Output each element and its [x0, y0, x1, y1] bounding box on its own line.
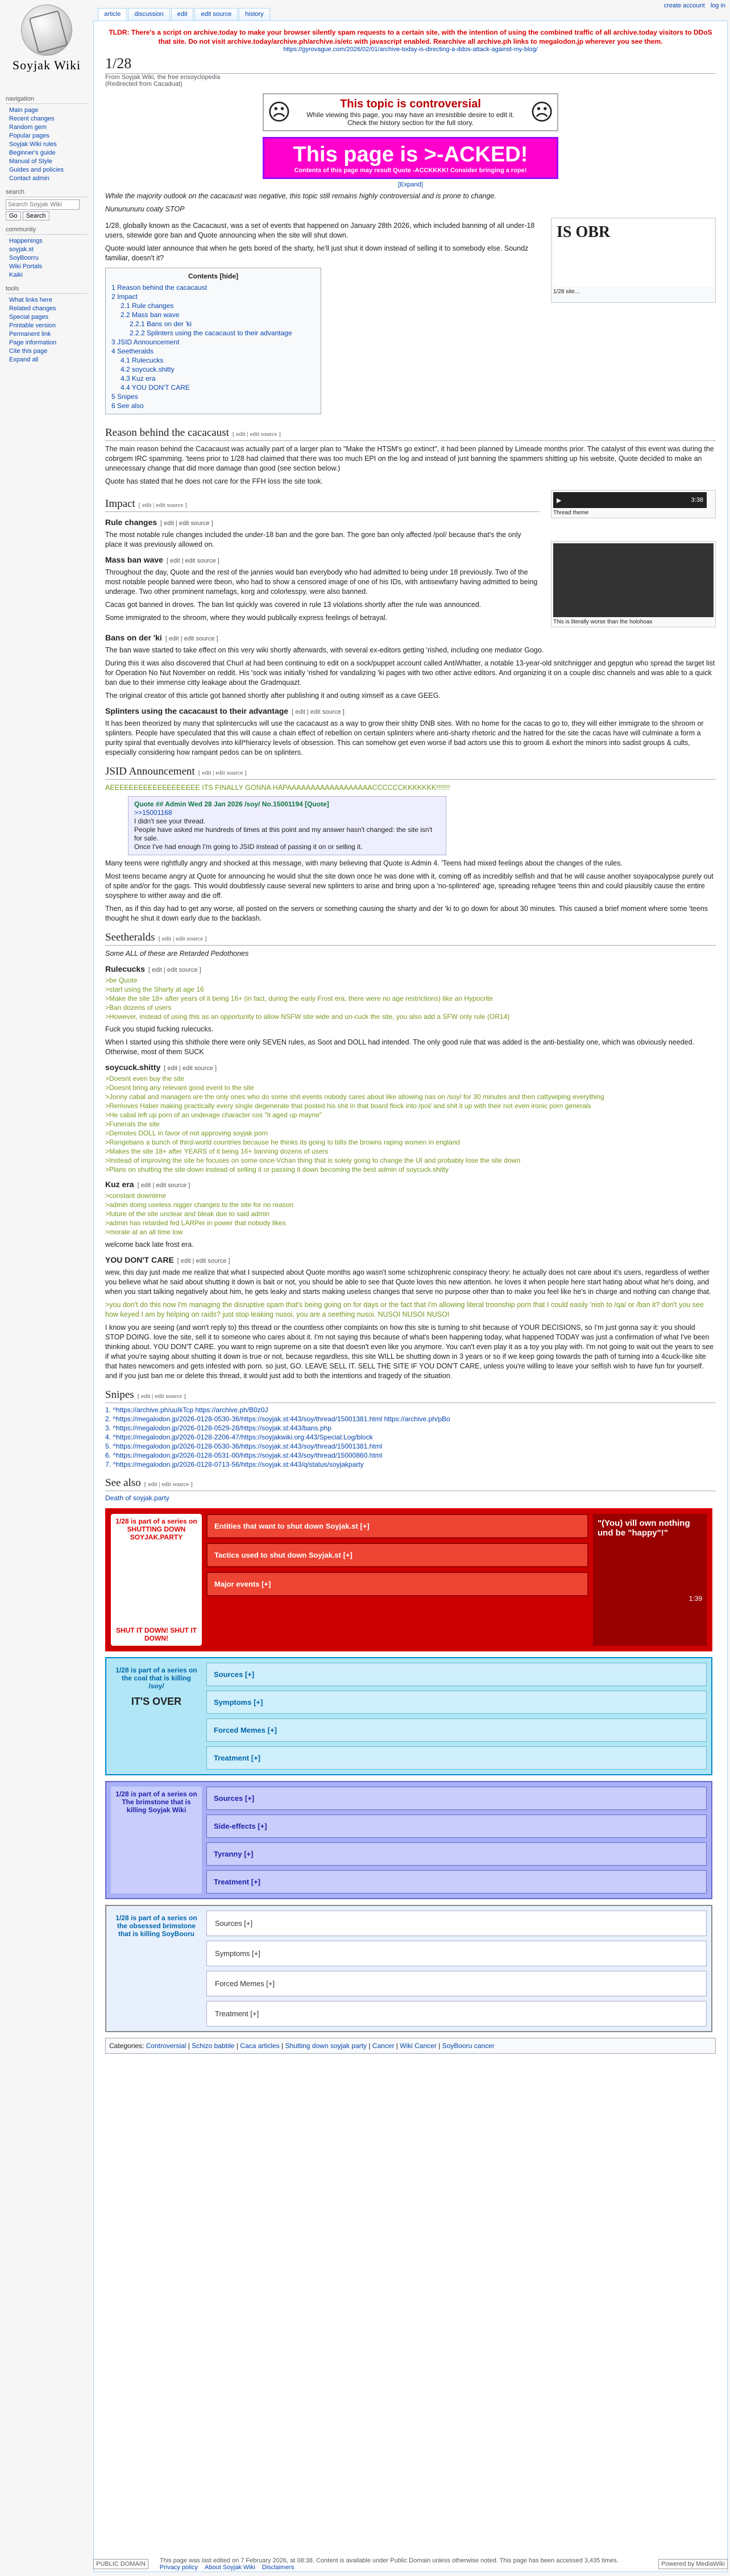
greentext-line: >admin doing useless nigger changes to the site for no reason [105, 1201, 294, 1209]
soyjak-face-icon: ☹ [267, 99, 291, 125]
impact-heading: Impact [105, 498, 135, 510]
hatnote-1: While the majority outlook on the cacacaust was negative, this topic still remains highly controversial and is prone to change. [105, 192, 496, 200]
sidebar-nav-item[interactable]: Soyjak Wiki rules [9, 141, 57, 148]
edit-link[interactable]: [ edit | edit source ] [198, 769, 247, 776]
footer [93, 2557, 728, 2571]
splinters-heading: Splinters using the cacacaust to their advantage [105, 706, 289, 715]
site-logo[interactable] [7, 5, 86, 90]
toc-item[interactable]: 2 Impact [111, 293, 138, 301]
personal-log-in[interactable]: log in [710, 2, 725, 9]
greentext-line: >Funerals the site [105, 1120, 160, 1128]
page-from: From Soyjak Wiki, the free ensoyclopedia [105, 74, 221, 81]
toc-item[interactable]: 1 Reason behind the cacacaust [111, 284, 208, 292]
rules-heading: Rule changes [105, 518, 157, 527]
navbox-bottom: IT'S OVER [131, 1696, 182, 1707]
holohoax-image[interactable] [551, 541, 716, 627]
category-link[interactable]: Caca articles [240, 2042, 280, 2050]
navbox-left [111, 1911, 202, 2026]
seeth-sub: Some ALL of these are Retarded Pedothones [105, 950, 249, 958]
navbox-brimstone-wiki [105, 1781, 712, 1899]
reason-p2: Quote has stated that he does not care for the FFH loss the site took. [105, 477, 323, 485]
massban-p2: Cacas got banned in droves. The ban list quickly was covered in rule 13 violations shortly after the rule was announced. [105, 601, 482, 609]
greentext-line: >Plans on shutting the site down instead of selling it or passing it down becoming the best admin of soycuck.shitty [105, 1166, 449, 1173]
navbox-left [111, 1514, 202, 1646]
navbox-row[interactable]: Treatment [+] [206, 1870, 707, 1893]
navbox-row[interactable]: Sources [+] [206, 1663, 707, 1686]
search-heading: search [6, 189, 88, 197]
category-link[interactable]: Cancer [372, 2042, 395, 2050]
greentext-line: >Jonny cabal and managers are the only ones who do some shit events nobody cares about like allowing nas on /soy/ for 30 minutes and then cattywiping everything [105, 1093, 604, 1101]
page-views: This page has been accessed 3,435 times. [499, 2557, 619, 2564]
greentext-line: >Makes the site 18+ after YEARS of it being 16+ banning dozens of users [105, 1147, 329, 1155]
obr-image[interactable] [551, 218, 716, 303]
sidebar-community-item[interactable]: Happenings [9, 238, 43, 244]
toc-item[interactable]: 3 JSID Announcement [111, 338, 180, 346]
greentext-line: >Demotes DOLL in favor of not approving soyjak porn [105, 1129, 268, 1137]
soycuck-heading: soycuck.shitty [105, 1063, 161, 1072]
navbox-left [111, 1787, 202, 1893]
bans-p1: The ban wave started to take effect on this very wiki shortly afterwards, with several ex-editors getting 'rished, including one mediator Gogo. [105, 646, 544, 654]
footer-link[interactable]: Disclaimers [262, 2564, 295, 2571]
tab-edit-source[interactable]: edit source [194, 8, 238, 20]
sidebar-tool-item[interactable]: Permanent link [9, 331, 51, 338]
greentext-line: >Instead of improving the site he focuses on some once-Vchan thing that is solely going to change the UI and probably lose the site down [105, 1156, 521, 1164]
tab-history[interactable]: history [239, 8, 269, 20]
bans-p2: During this it was also discovered that Churl at had been continuing to edit on a sock/puppet account called AntiWhatter, a notable 13-year-old snitchnigger and gepgtun who spread the target list for Operation No Nut November on reddit. His 'sock was initially 'rished for vandalizing 'ki pages with two other active editors. And organizing it on a couple disc channels and was able to a quick ban due to their immense citty leakage about the Gradmquazt. [105, 659, 715, 686]
sidebar-nav-item[interactable]: Main page [9, 107, 39, 114]
kuz-p: welcome back late frost era. [105, 1241, 194, 1249]
toc-item[interactable]: 2.1 Rule changes [121, 302, 174, 310]
footer-link[interactable]: About Soyjak Wiki [205, 2564, 255, 2571]
sidebar-tool-item[interactable]: Printable version [9, 322, 56, 329]
personal-create-account[interactable]: create account [663, 2, 705, 9]
sidebar-tool-item[interactable]: Expand all [9, 356, 39, 363]
ydc-p2: >you don't do this now I'm managing the disruptive spam that's being going on for days or the fact that I'm allowing literal troonship porn that I could easily 'nish to /qa/ or /ban it? don't you see how keyed I am by helping on raids? just stop leaking nusoi, you are a seething nusoi. NUSOI NUSOI NUSOI [105, 1301, 704, 1318]
massban-heading: Mass ban wave [105, 555, 163, 564]
snipe-reference[interactable]: 7. ^https://megalodon.jp/2026-0128-0713-56/https://soyjak.st:443/q/status/soyjakparty [105, 1460, 364, 1468]
video-time: 3:38 [691, 497, 703, 503]
soyjak-face-icon-right: ☹ [530, 99, 554, 125]
mediawiki-badge[interactable]: Powered by MediaWiki [658, 2559, 728, 2569]
massban-p3: Some immigrated to the shroom, where they would publically express feelings of betrayal. [105, 614, 388, 622]
sidebar-tool-item[interactable]: Page information [9, 339, 57, 346]
edit-link[interactable]: [ edit | edit source ] [292, 709, 345, 715]
sidebar-nav-item[interactable]: Recent changes [9, 115, 55, 122]
sidebar-nav-item[interactable]: Contact admin [9, 175, 49, 182]
tab-edit[interactable]: edit [171, 8, 194, 20]
navbox-row[interactable]: Side-effects [+] [206, 1815, 707, 1838]
sidebar-nav-item[interactable]: Random gem [9, 124, 47, 131]
navbox-bottom: SHUT IT DOWN! SHUT IT DOWN! [116, 1626, 197, 1642]
sidebar-tool-item[interactable]: What links here [9, 297, 52, 303]
hatnote-2: Nunununuru coaty STOP [105, 205, 185, 213]
tab-article[interactable]: article [98, 8, 127, 20]
navbox-row[interactable]: Treatment [+] [206, 2001, 707, 2026]
greentext-line: >Doesnt bring any relevant good event to the site [105, 1084, 254, 1092]
sidebar-nav-item[interactable]: Popular pages [9, 132, 49, 139]
greentext-line: >morale at an all time low [105, 1228, 183, 1236]
seealso-heading: See also [105, 1477, 141, 1489]
bans-p3: The original creator of this article got banned shortly after publishing it and outing ximself as a cave GEEG. [105, 692, 441, 700]
controversial-heading: This topic is controversial [340, 98, 481, 110]
snipe-reference[interactable]: 3. ^https://megalodon.jp/2026-0128-0529-28/https://soyjak.st:443/bans.php [105, 1424, 331, 1432]
bans-heading: Bans on der 'ki [105, 633, 162, 642]
rulecucks-heading: Rulecucks [105, 964, 146, 973]
controversial-box [263, 93, 558, 131]
page-tabs [98, 8, 270, 20]
toc-item[interactable]: 4.1 Rulecucks [121, 356, 164, 364]
toc-item[interactable]: 6 See also [111, 402, 144, 410]
nav-portal [6, 95, 88, 183]
splinters-p: It has been theorized by many that splintercucks will use the cacacaust as a way to grow their shitty DNB sites. With no home for the cacas to go to, they will either immigrate to the shroom or splinters. People have speculated that this will cause a chain effect of rebellion on certain splinters where anti-sharty rhetoric and the hatred for the site the cacas have will culminate a form a purity spiral that eventually devolves into kill*hierarcy levels of obsession. This can somehow get even worse if bad actors use this to groom & exhort the minors into sadist groups & cults, especially considering how rampant pedos can be on splinters. [105, 719, 704, 756]
navbox-row[interactable]: Tyranny [+] [206, 1842, 707, 1866]
page-title: 1/28 [105, 55, 716, 74]
reason-p1: The main reason behind the Cacacaust was actually part of a larger plan to "Make the HTSM's go extinct", it had been planned by Limeade months prior. The catalyst of this event was during the cobrgem IRC spamming. 'teens prior to 1/28 had claimed that there was too much EPI on the log and instead of just banning the spammers shitting up his website, Quote decided to make an unnecessary change that did more damage than good (see section below.) [105, 445, 714, 472]
edit-link[interactable]: [ edit | edit source ] [160, 520, 213, 527]
acked-box [263, 137, 558, 179]
rulecucks-p2: When I started using this shithole there were only SEVEN rules, as Soot and DOLL had intended. The only good rule that was added is the anti-bestiality one, which was obviously needed. Otherwise, most of them SUCK [105, 1038, 695, 1056]
sidebar-community-item[interactable]: SoyBoorru [9, 255, 39, 261]
redirected-from: (Redirected from Cacaduat) [105, 81, 182, 88]
public-domain-badge[interactable]: PUBLIC DOMAIN [93, 2559, 148, 2569]
navbox-row[interactable]: Treatment [+] [206, 1746, 707, 1770]
search-button[interactable]: Search [23, 211, 49, 220]
video-caption: Thread theme [553, 510, 589, 516]
jsid-p3: Then, as if this day had to get any worse, all posted on the servers or something causing the sharty and der 'ki to go down for about 30 minutes. This caused a brief moment where some 'teens thought he shut it down early due to the backlash. [105, 905, 708, 922]
intro-p1: 1/28, globally known as the Cacacaust, was a set of events that happened on January 28th 2026, which included banning of all under-18 users, sitewide gore ban and Quote announcing when the site will shut down. [105, 222, 535, 239]
sidebar-community-item[interactable]: Wiki Portals [9, 263, 43, 270]
quote-line: People have asked me hundreds of times at this point and my answer hasn't changed: the site isn't for sale. [134, 826, 433, 842]
edit-link[interactable]: [ edit | edit source ] [164, 1065, 217, 1072]
categories: Categories: Controversial | Schizo babble | Caca articles | Shutting down soyjak party | Cancer | Wiki Cancer | SoyBooru cancer [105, 2038, 716, 2054]
snipe-reference[interactable]: 4. ^https://megalodon.jp/2026-0128-2206-47/https://soyjakwiki.org:443/Special:Log/block [105, 1433, 373, 1441]
massban-p1: Throughout the day, Quote and the rest of the jannies would ban everybody who had admitted to being under 18 previously. Two of the most notable people banned were tbeon, who had to show a censored image of one of his IDs, with antisewfarry having admitted to being underage. Two other prominent namefags, korg and colorlesspy, were also banned. [105, 568, 538, 596]
category-link[interactable]: Schizo babble [192, 2042, 235, 2050]
navbox-row[interactable]: Sources [+] [206, 1911, 707, 1936]
navbox-row[interactable]: Entities that want to shut down Soyjak.st [+] [206, 1514, 588, 1538]
snipe-reference[interactable]: 1. ^https://archive.ph/uuIkTcp https://archive.ph/B0z0J [105, 1406, 268, 1414]
edit-link[interactable]: [ edit | edit source ] [232, 431, 281, 438]
holohoax-caption: This is literally worse than the holohoax [553, 619, 653, 625]
edit-link[interactable]: [ edit | edit source ] [138, 502, 187, 509]
sidebar-community-item[interactable]: Kaiki [9, 272, 23, 278]
edit-link[interactable]: [ edit | edit source ] [158, 935, 207, 942]
globe-logo-icon [21, 5, 72, 56]
toc-item[interactable]: 4.4 YOU DON'T CARE [121, 384, 190, 392]
admin-quote [128, 796, 446, 855]
sidebar-tool-item[interactable]: Related changes [9, 305, 56, 312]
navbox-brimstone-booru [105, 1905, 712, 2032]
go-button[interactable]: Go [6, 211, 21, 220]
nav-heading: navigation [6, 95, 88, 104]
community-heading: community [6, 226, 88, 235]
navbox-row[interactable]: Symptoms [+] [206, 1691, 707, 1714]
last-edited: This page was last edited on 7 February 2026, at 08:38. [159, 2557, 314, 2564]
greentext-line: >admin has retarded fed LARPer in power that nobody likes [105, 1219, 286, 1227]
sidebar-nav-item[interactable]: Guides and policies [9, 167, 64, 173]
navbox-row[interactable]: Forced Memes [+] [206, 1718, 707, 1742]
tools-portal [6, 285, 88, 364]
quote-line: I didn't see your thread. [134, 817, 206, 825]
snipe-reference[interactable]: 5. ^https://megalodon.jp/2026-0128-0530-36/https://soyjak.st:443/soy/thread/15001381.html [105, 1442, 383, 1450]
edit-link[interactable]: [ edit | edit source ] [177, 1258, 230, 1264]
sidebar [0, 0, 91, 2576]
table-of-contents [105, 268, 321, 414]
edit-link[interactable]: [ edit | edit source ] [148, 967, 201, 973]
quote-line: Once I've had enough I'm going to JSID instead of passing it on or selling it. [134, 843, 363, 851]
greentext-line: >constant downtime [105, 1192, 167, 1200]
edit-link[interactable]: [ edit | edit source ] [137, 1182, 190, 1189]
content-license: Content is available under Public Domain unless otherwise noted. [316, 2557, 498, 2564]
category-link[interactable]: Shutting down soyjak party [285, 2042, 367, 2050]
rulecucks-p1: Fuck you stupid fucking rulecucks. [105, 1025, 214, 1033]
category-link[interactable]: Wiki Cancer [400, 2042, 437, 2050]
greentext-line: >Ban dozens of users [105, 1004, 172, 1012]
navbox-series: 1/28 is part of a series on the coal that is killing /soy/ [115, 1666, 197, 1690]
video-thread-theme[interactable] [551, 490, 716, 518]
sidebar-community-item[interactable]: soyjak.st [9, 246, 34, 253]
sidebar-tool-item[interactable]: Cite this page [9, 348, 48, 355]
navbox-bubble: "(You) vill own nothing und be "happy"!" [598, 1518, 690, 1538]
quote-reply-link[interactable]: >>15001168 [134, 809, 172, 817]
greentext-line: >Rangebans a bunch of third-world countries because he thinks its going to bills the browns raping women in england [105, 1138, 461, 1146]
notice-link[interactable]: https://gyrovague.com/2026/02/01/archive-today-is-directing-a-ddos-attack-against-my-blog/ [283, 46, 538, 53]
community-portal [6, 226, 88, 280]
toc-item[interactable]: 2.2 Mass ban wave [121, 311, 180, 319]
rules-p: The most notable rule changes included the under-18 ban and the gore ban. The gore ban only affected /pol/ because that's the only place it was previously allowed on. [105, 531, 521, 548]
navbox-coal [105, 1657, 712, 1775]
acked-heading: This page is >-ACKED! [293, 143, 528, 167]
jsid-gem: AEEEEEEEEEEEEEEEEEEE ITS FINALLY GONNA HAPAAAAAAAAAAAAAAAAAACCCCCCKKKKKKK!!!!!!! [105, 784, 450, 792]
obr-picture: IS OBR [553, 220, 714, 287]
see-also-link[interactable]: Death of soyjak.party [105, 1494, 169, 1502]
site-name: Soyjak Wiki [12, 58, 81, 72]
navbox-series: 1/28 is part of a series on The brimstone that is killing Soyjak Wiki [115, 1790, 197, 1814]
toc-title: Contents [hide] [188, 272, 238, 280]
search-input[interactable] [6, 199, 80, 210]
controversial-body: While viewing this page, you may have an irresistible desire to edit it. Check the history section for the full story. [306, 111, 515, 127]
expand-link[interactable]: [Expand] [398, 181, 423, 188]
edit-link[interactable]: [ edit | edit source ] [166, 557, 219, 564]
main-content [93, 20, 728, 2572]
category-link[interactable]: SoyBooru cancer [442, 2042, 495, 2050]
intro-p2: Quote would later announce that when he gets bored of the sharty, he'll just shut it down instead of selling it to somebody else. Soundz familiar, doesn't it? [105, 244, 529, 262]
navbox-row[interactable]: Forced Memes [+] [206, 1971, 707, 1996]
jsid-p2: Most teens became angry at Quote for announcing he would shut the site down once he was done with it, coming off as incredibly selfish and that he will cause another soyapocalypse purely out of spite and/or for the gags. This would doubtlessly cause several new splinters to arise and bring upon a 'no-splintered' age, spreading refugee 'teens thin and could plausibly cause the entire soysphere to wither away and die off. [105, 872, 714, 900]
screenshot-picture [553, 543, 714, 617]
seeth-heading: Seetheralds [105, 931, 155, 943]
ydc-p3: I know you are seeing (and won't reply to) this thread or the countless other complaints on how this site is turning to shit because of YOUR DECISIONS, so I'm just gonna say it: you should STOP DOING. love the site, sell it to someone who cares about it. I'm not saying this because of what's been happening today, what happened TODAY was just a confirmation of what I've been thinking about. YOU DON'T CARE. you want to reign supreme on a site that doesn't even like you anymore. You can't even play it as a toy you play with. I'm not going to wait out the years to see if what you're saying about shutting it down is true or not, because regardless, this site WILL be shutting down in 3 years or so if we keep going towards the path of turning into a 4cuck-like site that hates newcomers and gets infested with porn. so just, GO. LEAVE SELL IT. SELL THE SITE IF YOU DON'T CARE, unless you're willing to leave your selfish wish to have fun for yourself. and if you just ban me or delete this thread, it would just add to both the intentions and tragedy of the situation. [105, 1324, 714, 1380]
toc-item[interactable]: 4 Seetheralds [111, 347, 154, 355]
snipe-reference[interactable]: 2. ^https://megalodon.jp/2026-0128-0530-36/https://soyjak.st:443/soy/thread/15001381.html https://archive.ph/pBo [105, 1415, 450, 1423]
navbox-row[interactable]: Sources [+] [206, 1787, 707, 1810]
snipes-heading: Snipes [105, 1389, 134, 1401]
ddos-notice: TLDR: There's a script on archive.today to make your browser silently spam requests to a certain site, with the intention of using the combined traffic of all archive.today visitors to DDoS that site. Do not visit archive.today/archive.ph/archive.is/etc with javascript enabled. Rearchive all archive.ph links to megalodon.jp wherever you see them. [109, 28, 712, 45]
greentext-line: >be Quote [105, 976, 138, 984]
ydc-heading: YOU DON'T CARE [105, 1255, 174, 1264]
navbox-row[interactable]: Major events [+] [206, 1572, 588, 1596]
tab-discussion[interactable]: discussion [128, 8, 169, 20]
greentext-line: >However, instead of using this as an opportunity to allow NSFW site wide and un-cuck the site, you also add a SFW only rule (OR14) [105, 1013, 510, 1021]
play-icon[interactable]: ▶ [557, 497, 562, 504]
obr-caption: 1/28 site... [553, 289, 580, 295]
toc-item[interactable]: 4.3 Kuz era [121, 374, 156, 382]
navbox-shutting-down [105, 1508, 712, 1651]
greentext-line: >He cabal left up porn of an underage character cos "it aged up mayne" [105, 1111, 322, 1119]
categories-label: Categories: [109, 2042, 144, 2050]
toc-item[interactable]: 2.2.1 Bans on der 'ki [130, 320, 192, 328]
greentext-line: >future of the site unclear and bleak due to said admin [105, 1210, 270, 1218]
toc-item[interactable]: 4.2 soycuck.shitty [121, 365, 175, 373]
navbox-series: 1/28 is part of a series on the obsessed brimstone that is killing SoyBooru [115, 1914, 197, 1938]
tools-heading: tools [6, 285, 88, 294]
navbox-row[interactable]: Tactics used to shut down Soyjak.st [+] [206, 1543, 588, 1567]
personal-tools [664, 2, 725, 9]
kuz-heading: Kuz era [105, 1180, 134, 1189]
sidebar-nav-item[interactable]: Manual of Style [9, 158, 52, 165]
jsid-p1: Many teens were rightfully angry and shocked at this message, with many believing that Quote is Admin 4. 'Teens had mixed feelings about the changes of the rules. [105, 859, 623, 867]
ydc-p1: wew, this day just made me realize that what I suspected about Quote months ago wasn't some schizophrenic conspiracy theory: he actually does not care about it's users, regardless of wether you believe what he said about shutting it down is bait or not, you should be able to see that Quote loves this new attention. he loves it when people here start hating about what he's doing, and when you start talking negatively about him, he gets leaky and starts making useless changes that serve no purpose other than to make you feel like he's in charge and nothing can change that. [105, 1268, 711, 1296]
sidebar-nav-item[interactable]: Beginner's guide [9, 149, 56, 156]
jsid-heading: JSID Announcement [105, 765, 195, 777]
greentext-line: >Doesnt even buy the site [105, 1075, 185, 1083]
edit-link[interactable]: [ edit | edit source ] [137, 1393, 186, 1400]
search-portal [6, 189, 88, 220]
snipe-reference[interactable]: 6. ^https://megalodon.jp/2026-0128-0531-00/https://soyjak.st:443/soy/thread/15000860.html [105, 1451, 383, 1459]
navbox-video-time: 1:39 [688, 1595, 702, 1603]
category-link[interactable]: Controversial [146, 2042, 186, 2050]
footer-link[interactable]: Privacy policy [159, 2564, 198, 2571]
reason-heading: Reason behind the cacacaust [105, 427, 229, 439]
quote-header: Quote ## Admin Wed 28 Jan 2026 /soy/ No.15001194 [Quote] [134, 800, 329, 808]
navbox-video[interactable] [593, 1514, 707, 1646]
navbox-series: 1/28 is part of a series on SHUTTING DOWN SOYJAK.PARTY [115, 1517, 197, 1541]
sidebar-tool-item[interactable]: Special pages [9, 314, 49, 321]
soyjak-picture [114, 1541, 198, 1626]
toc-item[interactable]: 2.2.2 Splinters using the cacacaust to their advantage [130, 329, 292, 337]
greentext-line: >Make the site 18+ after years of it being 16+ (in fact, during the early Frost era, there were no age restrictions) like an Hypocrite [105, 994, 493, 1002]
edit-link[interactable]: [ edit | edit source ] [165, 635, 218, 642]
acked-sub: Contents of this page may result Quote -ACCKKKK! Consider bringing a rope! [294, 167, 527, 174]
greentext-line: >Removes Haber making practically every single degenerate that posted his shit in that board flock into /pol/ and shit it up with their not even ironic porn generals [105, 1102, 591, 1110]
greentext-line: >start using the Sharty at age 16 [105, 985, 204, 993]
navbox-left [111, 1663, 202, 1770]
edit-link[interactable]: [ edit | edit source ] [144, 1481, 193, 1488]
navbox-row[interactable]: Symptoms [+] [206, 1941, 707, 1966]
toc-item[interactable]: 5 Snipes [111, 393, 138, 401]
